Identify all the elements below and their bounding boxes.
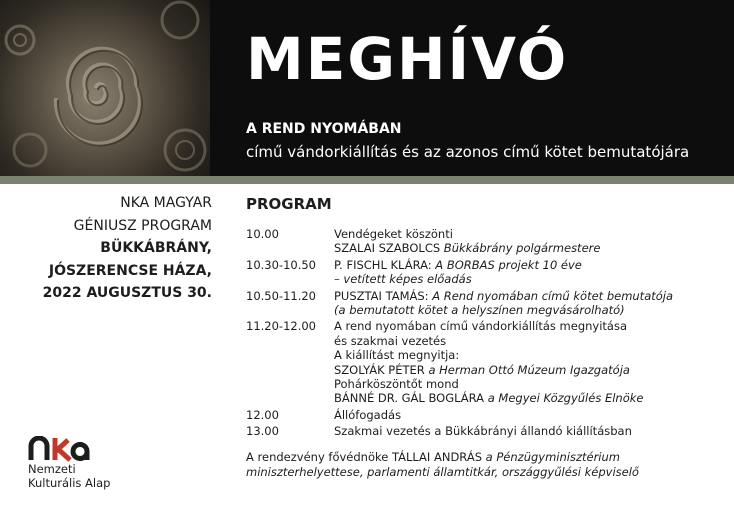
program-desc-main: és szakmai vezetés: [334, 333, 447, 348]
program-desc: [334, 227, 453, 241]
program-desc-main: Vendégeket köszönti: [334, 227, 453, 241]
program-desc-main: A rend nyomában című vándorkiállítás megnyitása: [334, 319, 628, 334]
program-heading: PROGRAM: [246, 195, 332, 213]
program-time: [246, 377, 334, 391]
exhibition-title: A REND NYOMÁBAN: [246, 121, 402, 137]
program-desc: [334, 272, 472, 286]
venue-town: BÜKKÁBRÁNY,: [100, 240, 212, 256]
program-desc-main: Szakmai vezetés a Bükkábrányi állandó kiállításban: [334, 424, 632, 439]
patron-note: [246, 450, 639, 480]
program-time: [246, 272, 334, 286]
program-desc-main: PUSZTAI TAMÁS:: [334, 288, 429, 303]
venue-house: JÓSZERENCSE HÁZA,: [48, 262, 212, 279]
program-desc: [334, 258, 582, 272]
program-time: 12.00: [246, 407, 279, 422]
program-desc-italic: Bükkábrány polgármestere: [440, 241, 601, 256]
program-time: 10.00: [246, 227, 279, 241]
program-time: [246, 363, 334, 377]
program-row: [246, 408, 673, 422]
program-desc: [334, 348, 459, 362]
program-desc: [334, 289, 673, 303]
patron-role: a Pénzügyminisztérium: [482, 450, 620, 464]
program-row: [246, 424, 673, 438]
program-desc: [334, 319, 627, 333]
event-info: [43, 192, 212, 305]
program-row: [246, 319, 673, 333]
page-title: MEGHÍVÓ: [246, 25, 569, 93]
event-date: 2022 AUGUSZTUS 30.: [42, 285, 212, 301]
program-desc-italic: (a bemutatott kötet a helyszínen megvásárolható): [334, 303, 625, 318]
logo-line2: Kulturális Alap: [28, 476, 111, 490]
program-desc-main: BÁNNÉ DR. GÁL BOGLÁRA: [334, 391, 485, 406]
program-desc: [334, 408, 401, 422]
program-name-line1: NKA MAGYAR: [120, 195, 212, 211]
divider-stripe: [0, 176, 734, 184]
program-row: [246, 303, 673, 317]
logo-line1: Nemzeti: [28, 462, 76, 476]
bronze-relief-photo: [0, 0, 210, 176]
program-desc: [334, 391, 644, 405]
program-desc: [334, 363, 630, 377]
program-desc: [334, 424, 632, 438]
program-row: [246, 377, 673, 391]
program-desc-main: Állófogadás: [334, 407, 402, 422]
program-desc-main: SZOLYÁK PÉTER: [334, 362, 425, 377]
program-row: [246, 241, 673, 255]
program-time: [246, 348, 334, 362]
program-time: [246, 391, 334, 405]
program-row: [246, 363, 673, 377]
program-desc: [334, 303, 625, 317]
patron-role-cont: miniszterhelyettese, parlamenti államtitkár, országgyűlési képviselő: [246, 465, 639, 479]
program-desc-italic: – vetített képes előadás: [334, 272, 472, 287]
exhibition-subline: című vándorkiállítás és az azonos című kötet bemutatójára: [246, 143, 690, 161]
patron-name: TÁLLAI ANDRÁS: [391, 450, 482, 464]
program-row: [246, 289, 673, 303]
program-row: [246, 227, 673, 241]
program-name-line2: GÉNIUSZ PROGRAM: [73, 217, 212, 234]
program-time: [246, 241, 334, 255]
program-row: [246, 272, 673, 286]
program-desc: [334, 334, 446, 348]
program-time: [246, 334, 334, 348]
program-time: 10.50-11.20: [246, 288, 316, 303]
program-desc: [334, 241, 600, 255]
program-time: 11.20-12.00: [246, 319, 316, 334]
program-desc-main: P. FISCHL KLÁRA:: [334, 257, 432, 272]
patron-lead: A rendezvény fővédnöke: [246, 450, 392, 464]
program-desc-italic: A BORBAS projekt 10 éve: [431, 257, 582, 272]
program-row: [246, 348, 673, 362]
program-desc-main: SZALAI SZABOLCS: [334, 241, 441, 256]
program-time: 13.00: [246, 424, 279, 439]
program-desc-italic: a Megyei Közgyűlés Elnöke: [484, 391, 644, 406]
program-list: [246, 227, 673, 441]
program-desc-italic: A Rend nyomában című kötet bemutatója: [428, 288, 674, 303]
program-row: [246, 258, 673, 272]
program-desc: [334, 377, 459, 391]
program-desc-main: Pohárköszöntőt mond: [334, 377, 459, 392]
program-row: [246, 334, 673, 348]
nka-logo-text: [28, 462, 110, 490]
program-time: [246, 303, 334, 317]
program-desc-main: A kiállítást megnyitja:: [334, 348, 460, 363]
program-row: [246, 391, 673, 405]
header-banner: [0, 0, 734, 176]
program-desc-italic: a Herman Ottó Múzeum Igazgatója: [424, 362, 630, 377]
program-time: 10.30-10.50: [246, 257, 316, 272]
